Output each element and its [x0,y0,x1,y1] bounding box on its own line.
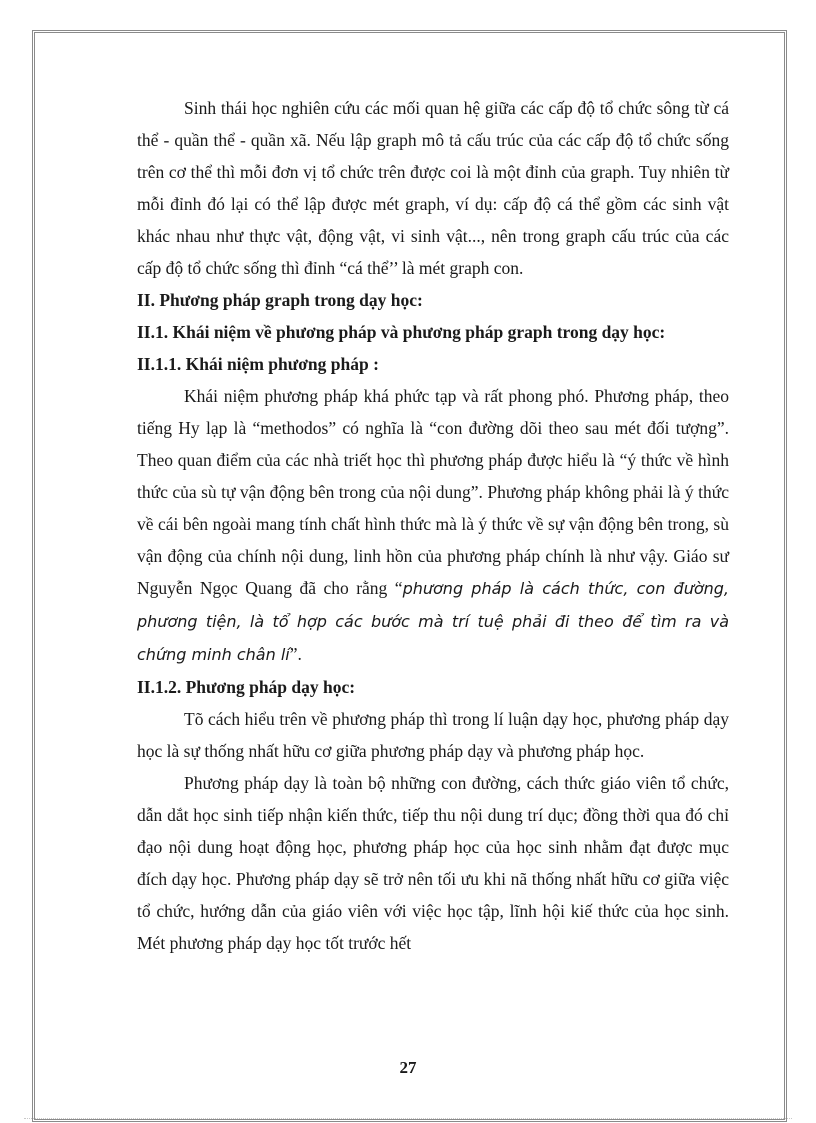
paragraph-teaching-method: Tõ cách hiểu trên về phương pháp thì trong lí luận dạy học, phương pháp dạy học là sự thống nhất hữu cơ giữa phương pháp dạy và phương pháp học. [137,709,729,761]
quote-definition: phương pháp là cách thức, con đường, phương tiện, là tổ hợp các bước mà trí tuệ phải đi theo để tìm ra và chứng minh chân lí [137,579,729,664]
paragraph-teaching-way: Phương pháp dạy là toàn bộ những con đường, cách thức giáo viên tổ chức, dẫn dắt học sinh tiếp nhận kiến thức, tiếp thu nội dung trí dục; đồng thời qua đó chỉ đạo nội dung hoạt động học, phương pháp học của học sinh nhằm đạt được mục đích dạy học. Phương pháp dạy sẽ trở nên tối ưu khi nã thống nhất hữu cơ giữa việc tổ chức, hướng dẫn của giáo viên với việc học tập, lĩnh hội kiế thức của học sinh. Mét phương pháp dạy học tốt trước hết [137,773,729,953]
quote-end: ”. [289,644,302,664]
page-number: 27 [399,1058,417,1077]
bottom-dotted-rule [24,1118,792,1119]
heading-section-II-1-1: II.1.1. Khái niệm phương pháp : [137,354,379,374]
heading-section-II-1: II.1. Khái niệm về phương pháp và phương pháp graph trong dạy học: [137,322,666,342]
paragraph-ecology: Sinh thái học nghiên cứu các mối quan hệ giữa các cấp độ tổ chức sông từ cá thể - quần thể - quần xã. Nếu lập graph mô tả cấu trúc của các cấp độ tổ chức sống trên cơ thể thì mỗi đơn vị tổ chức trên được coi là một đỉnh của graph. Tuy nhiên từ mỗi đỉnh đó lại có thể lập được mét graph, ví dụ: cấp độ cá thể gồm các sinh vật khác nhau như thực vật, động vật, vi sinh vật..., nên trong graph cấu trúc của các cấp độ tổ chức sống thì đỉnh “cá thể’’ là mét graph con. [137,98,729,278]
paragraph-method-concept [137,380,729,671]
heading-section-II-1-2: II.1.2. Phương pháp dạy học: [137,677,356,697]
document-body [137,92,729,959]
heading-section-II: II. Phương pháp graph trong dạy học: [137,290,423,310]
paragraph-method-text: Khái niệm phương pháp khá phức tạp và rất phong phó. Phương pháp, theo tiếng Hy lạp là “methodos” có nghĩa là “con đường dõi theo sau mét đối tượng”. Theo quan điểm của các nhà triết học thì phương pháp được hiểu là “ý thức về hình thức của sù tự vận động bên trong của nội dung”. Phương pháp không phải là ý thức về cái bên ngoài mang tính chất hình thức mà là ý thức về sự vận động bên trong, sù vận động của chính nội dung, linh hồn của phương pháp chính là như vậy. Giáo sư Nguyễn Ngọc Quang đã cho rằng “ [137,386,729,598]
